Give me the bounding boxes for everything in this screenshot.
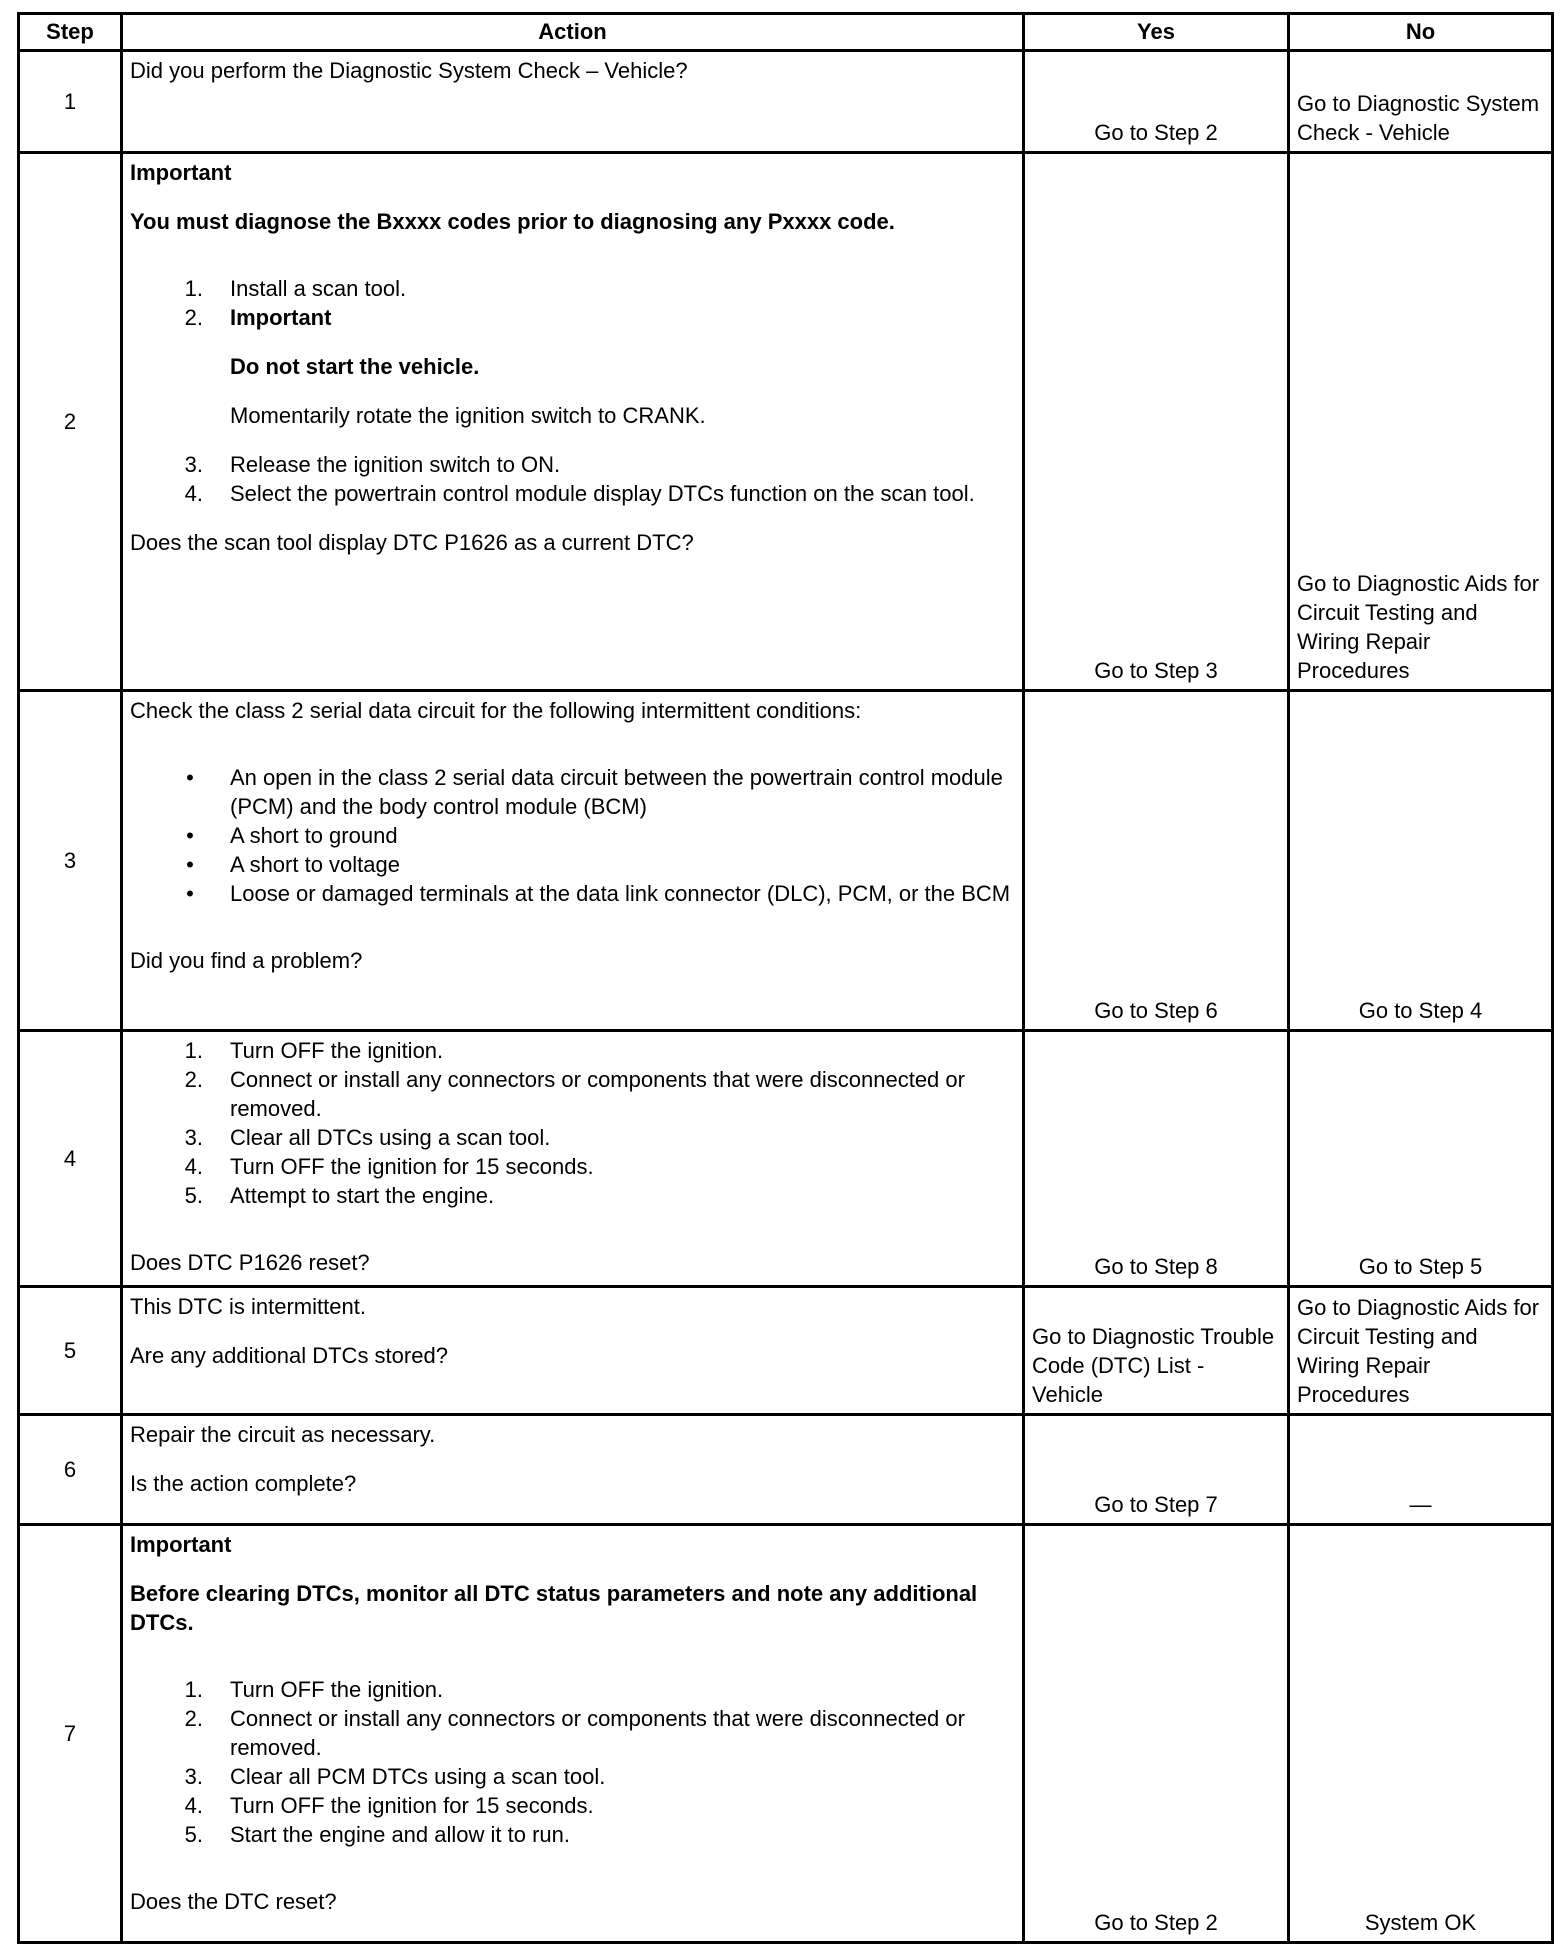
yes-cell: Go to Step 3 <box>1024 153 1289 691</box>
list-item: 3. Clear all DTCs using a scan tool. <box>184 1125 551 1150</box>
step-number: 1 <box>19 51 122 153</box>
table-row-step-2 <box>19 153 1553 691</box>
list-item: • Loose or damaged terminals at the data link connector (DLC), PCM, or the BCM <box>186 881 1011 906</box>
intro-text: Check the class 2 serial data circuit for the following intermittent conditions: <box>130 698 862 723</box>
no-cell: Go to Diagnostic Aids for Circuit Testing and Wiring Repair Procedures <box>1289 153 1553 691</box>
step-number: 7 <box>19 1525 122 1943</box>
list-item: 1. Install a scan tool. <box>184 276 407 301</box>
question: Is the action complete? <box>130 1471 357 1496</box>
table-row-step-1 <box>19 51 1553 153</box>
list-item: • A short to voltage <box>186 852 400 877</box>
header-row <box>19 14 1553 51</box>
list-item: 4. Turn OFF the ignition for 15 seconds. <box>184 1154 594 1179</box>
yes-cell: Go to Step 8 <box>1024 1031 1289 1287</box>
procedure-list <box>130 450 1015 508</box>
header-step: Step <box>19 14 122 51</box>
header-action: Action <box>122 14 1024 51</box>
important-label: Important <box>130 1532 232 1557</box>
list-item: 4. Select the powertrain control module display DTCs function on the scan tool. <box>184 481 975 506</box>
procedure-list <box>130 1036 1015 1210</box>
action-cell <box>122 1415 1024 1525</box>
list-item: 3. Release the ignition switch to ON. <box>184 452 561 477</box>
list-item: 2. Connect or install any connectors or components that were disconnected or removed. <box>184 1067 965 1121</box>
step-number: 5 <box>19 1287 122 1415</box>
action-cell <box>122 1031 1024 1287</box>
action-cell <box>122 691 1024 1031</box>
list-item: 1. Turn OFF the ignition. <box>184 1038 444 1063</box>
list-item: • An open in the class 2 serial data circuit between the powertrain control module (PCM) and the body control module (BCM) <box>186 765 1003 819</box>
list-item: 3. Clear all PCM DTCs using a scan tool. <box>184 1764 606 1789</box>
list-item: • A short to ground <box>186 823 398 848</box>
yes-cell: Go to Diagnostic Trouble Code (DTC) List - Vehicle <box>1024 1287 1289 1415</box>
no-cell: Go to Diagnostic Aids for Circuit Testing and Wiring Repair Procedures <box>1289 1287 1553 1415</box>
table-row-step-5 <box>19 1287 1553 1415</box>
yes-cell: Go to Step 6 <box>1024 691 1289 1031</box>
important-text: You must diagnose the Bxxxx codes prior to diagnosing any Pxxxx code. <box>130 209 895 234</box>
step-number: 3 <box>19 691 122 1031</box>
no-cell: Go to Step 5 <box>1289 1031 1553 1287</box>
question: Did you perform the Diagnostic System Check – Vehicle? <box>130 58 688 83</box>
question: Does the DTC reset? <box>130 1889 337 1914</box>
step-number: 4 <box>19 1031 122 1287</box>
question: Are any additional DTCs stored? <box>130 1343 448 1368</box>
procedure-list <box>130 1675 1015 1849</box>
list-item: 1. Turn OFF the ignition. <box>184 1677 444 1702</box>
step-number: 6 <box>19 1415 122 1525</box>
no-cell: Go to Diagnostic System Check - Vehicle <box>1289 51 1553 153</box>
intro-text: This DTC is intermittent. <box>130 1294 366 1319</box>
question: Does DTC P1626 reset? <box>130 1250 370 1275</box>
sub-important-text: Do not start the vehicle. <box>230 354 480 379</box>
important-text: Before clearing DTCs, monitor all DTC status parameters and note any additional DTCs. <box>130 1581 978 1635</box>
condition-list <box>130 763 1015 908</box>
intro-text: Repair the circuit as necessary. <box>130 1422 436 1447</box>
list-item: 2. Connect or install any connectors or components that were disconnected or removed. <box>184 1706 965 1760</box>
yes-cell: Go to Step 2 <box>1024 1525 1289 1943</box>
procedure-list <box>130 274 1015 332</box>
no-cell: — <box>1289 1415 1553 1525</box>
question: Did you find a problem? <box>130 948 363 973</box>
list-item: 2. Important <box>184 305 332 330</box>
list-item: 4. Turn OFF the ignition for 15 seconds. <box>184 1793 594 1818</box>
yes-cell: Go to Step 7 <box>1024 1415 1289 1525</box>
action-cell <box>122 1287 1024 1415</box>
list-item: 5. Start the engine and allow it to run. <box>184 1822 570 1847</box>
table-row-step-7 <box>19 1525 1553 1943</box>
header-yes: Yes <box>1024 14 1289 51</box>
yes-cell: Go to Step 2 <box>1024 51 1289 153</box>
no-cell: Go to Step 4 <box>1289 691 1553 1031</box>
step-number: 2 <box>19 153 122 691</box>
no-cell: System OK <box>1289 1525 1553 1943</box>
action-cell <box>122 153 1024 691</box>
diagnostic-table <box>17 12 1554 1944</box>
action-cell <box>122 1525 1024 1943</box>
question: Does the scan tool display DTC P1626 as a current DTC? <box>130 530 694 555</box>
sub-text: Momentarily rotate the ignition switch to CRANK. <box>230 403 706 428</box>
header-no: No <box>1289 14 1553 51</box>
action-cell <box>122 51 1024 153</box>
important-label: Important <box>130 160 232 185</box>
table-row-step-6 <box>19 1415 1553 1525</box>
table-row-step-3 <box>19 691 1553 1031</box>
table-row-step-4 <box>19 1031 1553 1287</box>
list-item: 5. Attempt to start the engine. <box>184 1183 495 1208</box>
